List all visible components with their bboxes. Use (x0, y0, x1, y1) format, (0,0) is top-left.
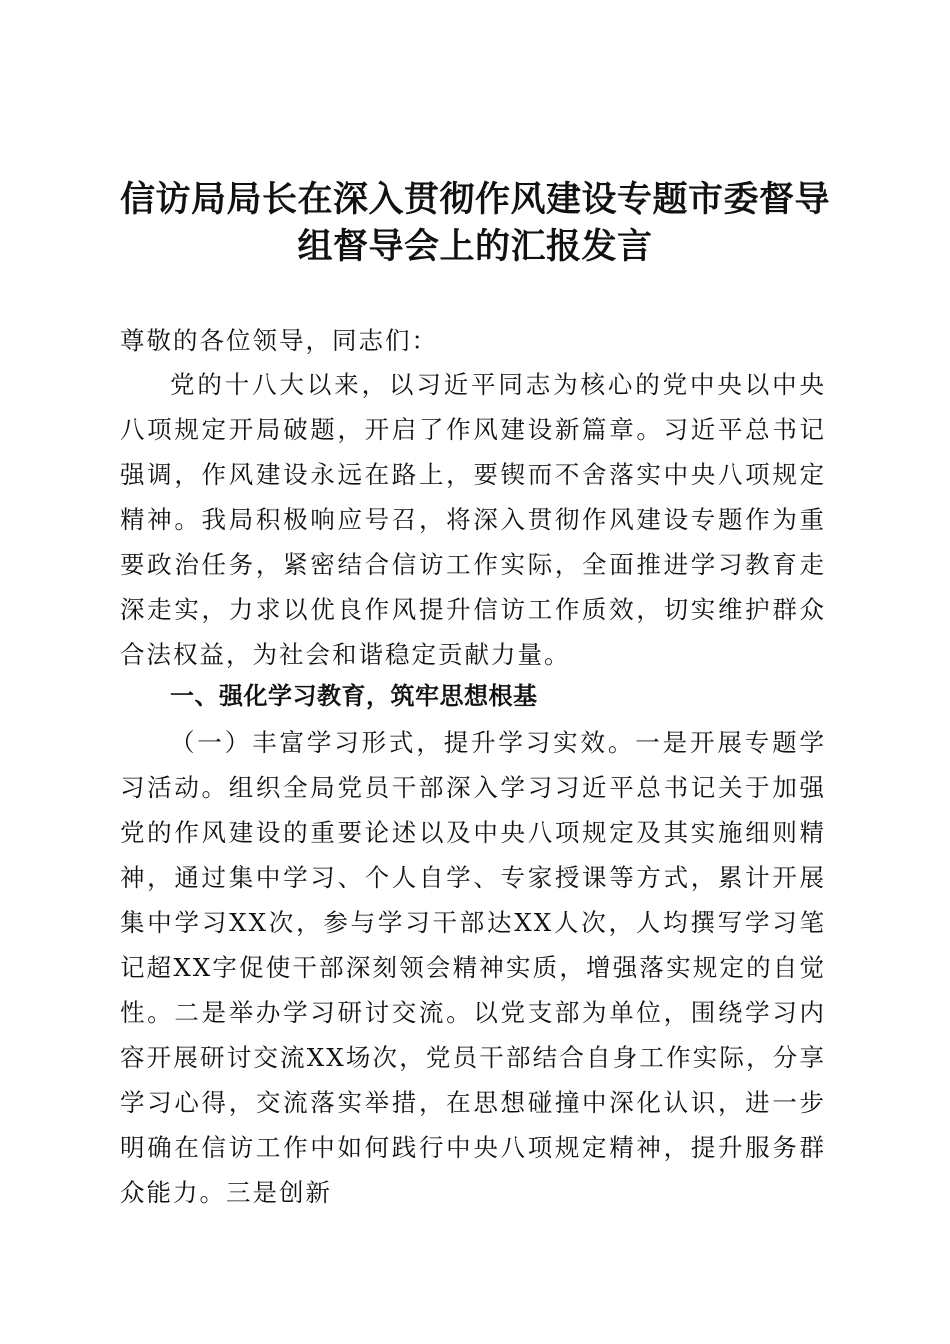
title-line-1: 信访局局长在深入贯彻作风建设专题市委督导 (119, 179, 830, 220)
greeting: 尊敬的各位领导，同志们： (120, 326, 438, 355)
paragraph-intro: 党的十八大以来，以习近平同志为核心的党中央以中央八项规定开局破题，开启了作风建设新篇章。习近平总书记强调，作风建设永远在路上，要锲而不舍落实中央八项规定精神。我局积极响应号召，将深入贯彻作风建设专题作为重要政治任务，紧密结合信访工作实际，全面推进学习教育走深走实，力求以优良作风提升信访工作质效，切实维护群众合法权益，为社会和谐稳定贡献力量。 (120, 370, 826, 669)
title-line-2: 组督导会上的汇报发言 (297, 226, 653, 267)
section-heading: 一、强化学习教育，筑牢思想根基 (170, 682, 538, 710)
paragraph-section-1: （一）丰富学习形式，提升学习实效。一是开展专题学习活动。组织全局党员干部深入学习习近平总书记关于加强党的作风建设的重要论述以及中央八项规定及其实施细则精神，通过集中学习、个人自学、专家授课等方式，累计开展集中学习XX次，参与学习干部达XX人次，人均撰写学习笔记超XX字促使干部深刻领会精神实质，增强落实规定的自觉性。二是举办学习研讨交流。以党支部为单位，围绕学习内容开展研讨交流XX场次，党员干部结合自身工作实际，分享学习心得，交流落实举措，在思想碰撞中深化认识，进一步明确在信访工作中如何践行中央八项规定精神，提升服务群众能力。三是创新 (120, 728, 826, 1207)
document-title (110, 176, 840, 270)
